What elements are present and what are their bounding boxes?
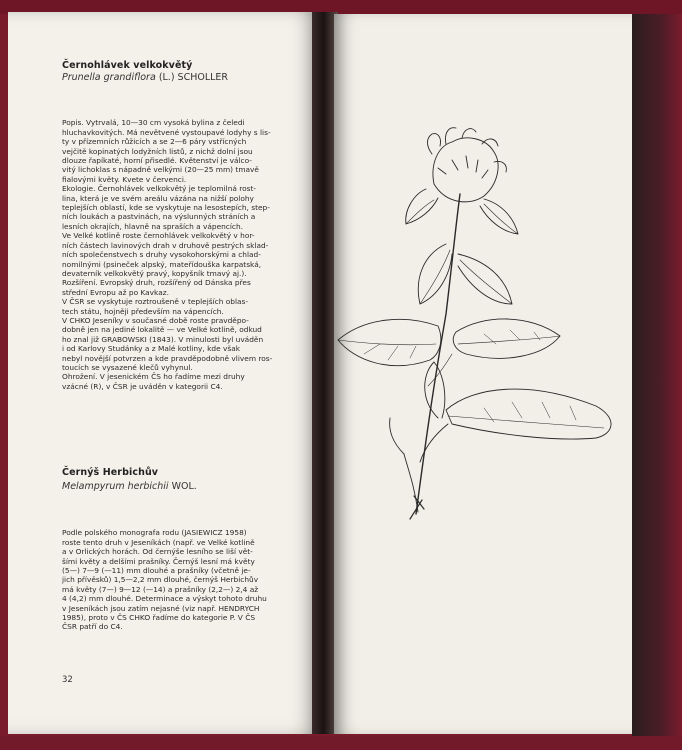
species1-paragraph: V ČSR se vyskytuje roztroušeně v teplejších oblas- tech státu, hojněji především na vápencích. xyxy=(62,297,249,316)
species1-title: Černohlávek velkokvětý xyxy=(62,60,193,71)
upper-leaf-right xyxy=(458,254,512,304)
book-edge-right xyxy=(632,14,682,736)
species1-paragraph: Ve Velké kotlině roste černohlávek velkokvětý v hor- ních částech lavinových drah v druhově pestrých sklad- ních společenstvech s druhy vysokohorskými a chlad- nomilnými (psineček alpský, mateřídouška karpatská, devaterník velkokvětý pravý, kopyšník tmavý aj.). xyxy=(62,231,269,278)
species1-paragraph: V CHKO Jeseníky v současné době roste pravděpo- dobně jen na jediné lokalitě — ve Velké kotlině, odkud ho znal již GRABOWSKI (1843). V minulosti byl uváděn i od Karlovy Studánky a z Malé kotliny, kde však nebyl novější potvrzen a kde pravděpodobně vlivem ros- toucích se vysazené klečů vyhynul. xyxy=(62,315,273,372)
lower-leaf-right xyxy=(446,389,611,439)
book-cover-edge-bottom xyxy=(0,736,682,750)
species2-latin: Melampyrum herbichii xyxy=(62,481,169,492)
species1-author: (L.) SCHOLLER xyxy=(158,72,229,83)
species1-latin-name xyxy=(62,72,228,83)
species2-author: WOL. xyxy=(171,481,197,492)
species1-paragraph: Rozšíření. Evropský druh, rozšířený od Dánska přes střední Evropu až po Kavkaz. xyxy=(62,278,251,297)
page-number: 32 xyxy=(62,675,73,685)
species1-description xyxy=(62,109,318,401)
species1-paragraph: Popis. Vytrvalá, 10—30 cm vysoká bylina z čeledi hluchavkovitých. Má nevětvené vystoupavé lodyhy s lis- ty v přízemních růžicích a se 2—6 páry vstřícných vejčitě kopinatých lodyžních listů, z nichž dolní jsou dlouze řapíkaté, horní přisedlé. Květenství je válco- vitý lichoklas s nápadně velkými (20—25 mm) tmavě fialovými květy. Kvete v červenci. xyxy=(62,118,271,184)
species1-paragraph: Ohrožení. V jesenickém ČS ho řadíme mezi druhy vzácné (R), v ČSR je uváděn v kategorii C4. xyxy=(62,372,245,391)
species2-latin-name xyxy=(62,481,197,492)
lower-leaf-left xyxy=(425,362,445,418)
species2-description xyxy=(62,519,318,641)
species1-latin: Prunella grandiflora xyxy=(62,72,156,83)
species2-paragraph: Podle polského monografa rodu (JASIEWICZ 1958) roste tento druh v Jeseníkách (např. ve Velké kotlině a v Orlických horách. Od černýše lesního se liší vět- šími květy a delšími prašníky. Černýš lesní má květy (5—) 7—9 (—11) mm dlouhé a prašníky (včetně je- jich přívěsků) 1,5—2,2 mm dlouhé, černýš Herbichův má květy (7—) 9—12 (—14) a prašníky (2,2—) 2,4 až 4 (4,2) mm dlouhé. Determinace a výskyt tohoto druhu v Jeseníkách jsou zatím nejasné (viz např. HENDRYCH 1985), proto v ČS CHKO řadíme do kategorie P. V ČS ČSR patří do C4. xyxy=(62,528,267,632)
middle-leaf-left xyxy=(338,319,441,365)
middle-leaf-right xyxy=(453,319,560,358)
species1-paragraph: Ekologie. Černohlávek velkokvětý je teplomilná rost- lina, která je ve svém areálu vázána na nižší polohy teplejších oblastí, kde se vyskytuje na lesostepích, step- ních loukách a pastvinách, na výslunných stráních a lesních okrajích, hlavně na spraších a vápencích. xyxy=(62,184,270,231)
species2-title: Černýš Herbichův xyxy=(62,467,159,478)
upper-leaf-left xyxy=(418,244,452,304)
main-stem xyxy=(416,194,460,514)
plant-illustration xyxy=(334,14,634,734)
